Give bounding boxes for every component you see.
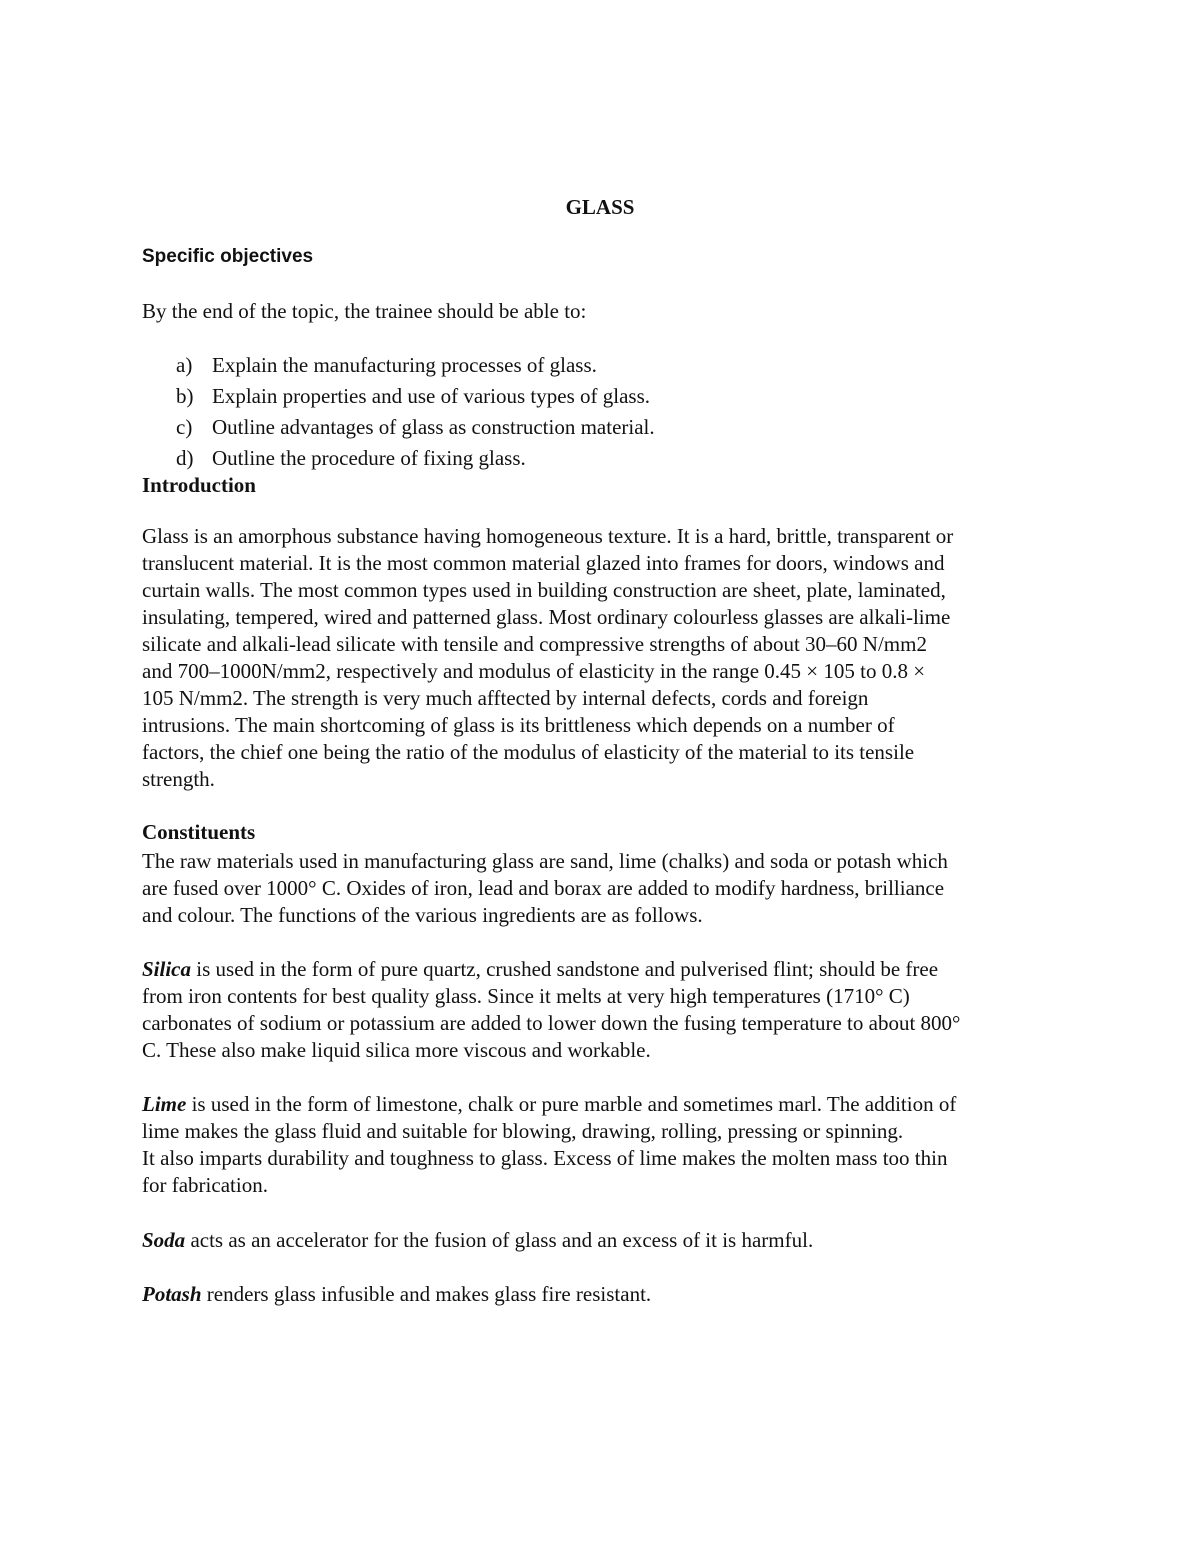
soda-term: Soda <box>142 1228 186 1252</box>
soda-text: acts as an accelerator for the fusion of glass and an excess of it is harmful. <box>185 1228 814 1252</box>
page-title: GLASS <box>565 195 635 219</box>
paragraph-line <box>142 1281 1067 1308</box>
paragraph-line: lime makes the glass fluid and suitable for blowing, drawing, rolling, pressing or spinning. <box>142 1119 904 1143</box>
list-marker: c) <box>176 415 193 439</box>
paragraph-line: intrusions. The main shortcoming of glass is its brittleness which depends on a number of <box>142 713 895 737</box>
list-item <box>142 412 655 443</box>
list-item-text: Explain the manufacturing processes of glass. <box>212 353 597 377</box>
silica-term: Silica <box>142 957 192 981</box>
paragraph-line: curtain walls. The most common types used in building construction are sheet, plate, laminated, <box>142 578 946 602</box>
potash-text: renders glass infusible and makes glass fire resistant. <box>201 1282 652 1306</box>
paragraph-line: from iron contents for best quality glass. Since it melts at very high temperatures (1710° C) <box>142 984 910 1008</box>
list-marker: a) <box>176 353 193 377</box>
paragraph-line: It also imparts durability and toughness to glass. Excess of lime makes the molten mass too thin <box>142 1146 948 1170</box>
list-item <box>142 350 655 381</box>
paragraph-line <box>142 1091 1067 1118</box>
soda-paragraph <box>142 1227 1067 1254</box>
list-marker: d) <box>176 446 194 470</box>
introduction-paragraph <box>142 523 1067 793</box>
silica-paragraph <box>142 956 1067 1064</box>
list-item <box>142 443 655 474</box>
potash-term: Potash <box>142 1282 202 1306</box>
paragraph-line: translucent material. It is the most common material glazed into frames for doors, windows and <box>142 551 945 575</box>
paragraph-line: silicate and alkali-lead silicate with tensile and compressive strengths of about 30–60 N/mm2 <box>142 632 927 656</box>
paragraph-line: are fused over 1000° C. Oxides of iron, lead and borax are added to modify hardness, brilliance <box>142 876 945 900</box>
list-item-text: Explain properties and use of various types of glass. <box>212 384 650 408</box>
list-item-text: Outline advantages of glass as construction material. <box>212 415 655 439</box>
paragraph-line: factors, the chief one being the ratio of the modulus of elasticity of the material to its tensile <box>142 740 915 764</box>
paragraph-line: and 700–1000N/mm2, respectively and modulus of elasticity in the range 0.45 × 105 to 0.8 × <box>142 659 926 683</box>
paragraph-line: The raw materials used in manufacturing glass are sand, lime (chalks) and soda or potash which <box>142 849 948 873</box>
lime-paragraph <box>142 1091 1067 1199</box>
paragraph-line <box>142 1227 1067 1254</box>
silica-text: is used in the form of pure quartz, crushed sandstone and pulverised flint; should be free <box>191 957 939 981</box>
paragraph-line: for fabrication. <box>142 1173 268 1197</box>
constituents-heading: Constituents <box>142 820 256 844</box>
paragraph-line <box>142 956 1067 983</box>
paragraph-line: insulating, tempered, wired and patterned glass. Most ordinary colourless glasses are alkali-lime <box>142 605 951 629</box>
lime-term: Lime <box>142 1092 187 1116</box>
list-marker: b) <box>176 384 194 408</box>
paragraph-line: and colour. The functions of the various ingredients are as follows. <box>142 903 703 927</box>
potash-paragraph <box>142 1281 1067 1308</box>
introduction-heading: Introduction <box>142 473 256 497</box>
list-item <box>142 381 655 412</box>
objectives-intro: By the end of the topic, the trainee should be able to: <box>142 299 587 323</box>
paragraph-line: strength. <box>142 767 215 791</box>
paragraph-line: 105 N/mm2. The strength is very much afftected by internal defects, cords and foreign <box>142 686 869 710</box>
list-item-text: Outline the procedure of fixing glass. <box>212 446 526 470</box>
lime-text: is used in the form of limestone, chalk or pure marble and sometimes marl. The addition of <box>186 1092 957 1116</box>
paragraph-line: carbonates of sodium or potassium are added to lower down the fusing temperature to about 800° <box>142 1011 961 1035</box>
paragraph-line: Glass is an amorphous substance having homogeneous texture. It is a hard, brittle, transparent or <box>142 524 954 548</box>
objectives-list <box>142 350 655 474</box>
objectives-heading: Specific objectives <box>142 246 314 267</box>
paragraph-line: C. These also make liquid silica more viscous and workable. <box>142 1038 651 1062</box>
constituents-paragraph <box>142 848 1067 929</box>
